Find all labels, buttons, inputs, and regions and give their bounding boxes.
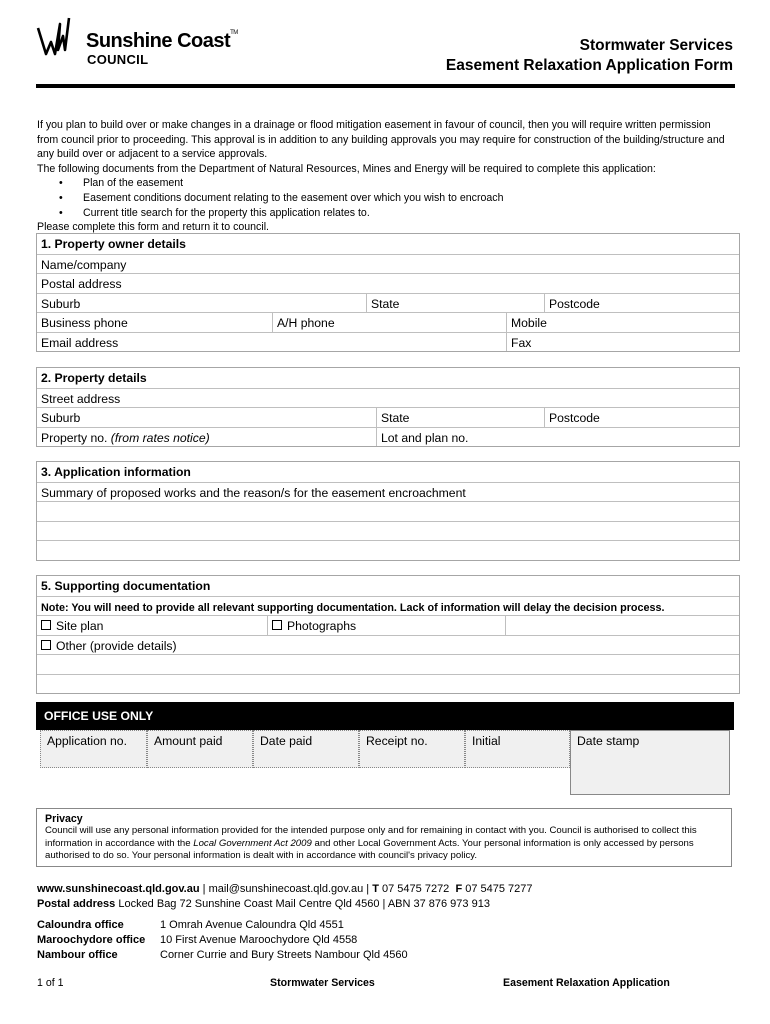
postcode-field[interactable]: Postcode [544,408,739,427]
title-line-2: Easement Relaxation Application Form [445,57,733,74]
property-number-field[interactable]: Property no. (from rates notice) [41,430,210,445]
fax-number: 07 5475 7277 [465,883,533,895]
abn: ABN 37 876 973 913 [387,898,490,910]
list-item: • Easement conditions document relating to the easement over which you wish to encroach [37,191,727,206]
initial-cell: Initial [465,730,570,768]
office-location: Maroochydore office 10 First Avenue Maroochydore Qld 4558 [37,934,358,946]
fax-field[interactable]: Fax [506,333,739,352]
section-heading: 5. Supporting documentation [41,579,211,593]
checkbox-icon[interactable] [41,620,51,630]
checkbox-icon[interactable] [272,620,282,630]
mobile-field[interactable]: Mobile [506,313,739,332]
office-location: Nambour office Corner Currie and Bury Streets Nambour Qld 4560 [37,949,408,961]
name-company-field[interactable]: Name/company [41,257,127,272]
summary-line[interactable] [37,522,739,541]
supporting-docs-note: Note: You will need to provide all relevant supporting documentation. Lack of information will delay the decision process. [41,601,665,614]
postal-line: Postal address Locked Bag 72 Sunshine Coast Mail Centre Qld 4560 | ABN 37 876 973 913 [37,898,490,910]
section-heading: 1. Property owner details [41,237,186,251]
receipt-no-cell: Receipt no. [359,730,465,768]
logo-sub-text: COUNCIL [87,52,149,67]
other-checkbox[interactable]: Other (provide details) [37,636,739,655]
intro-text [37,118,727,235]
office-use-header: OFFICE USE ONLY [36,702,734,730]
suburb-field[interactable]: Suburb [41,296,81,311]
website-link[interactable]: www.sunshinecoast.qld.gov.au [37,883,200,895]
section-heading: 3. Application information [41,465,191,479]
application-no-cell: Application no. [40,730,147,768]
section-heading: 2. Property details [41,371,147,385]
intro-paragraph: If you plan to build over or make changes in a drainage or flood mitigation easement in favour of council, then you will require written permission from council prior to proceeding. This approval is in addition to any building approvals you may require for construction of the building/structure and any build over or adjacent to a service approvals. [37,119,725,160]
street-address-field[interactable]: Street address [41,391,121,406]
section-property-details [36,367,740,447]
blank-cell[interactable] [505,616,739,635]
date-paid-cell: Date paid [253,730,359,768]
state-field[interactable]: State [376,408,544,427]
privacy-notice: Privacy Council will use any personal information provided for the intended purpose only and for remaining in contact with you. Council is authorised to collect this information in accordance with the Local Government Act 2009 and other Local Government Acts. Your personal information is only accessed by persons authorised to do so. Your personal information is dealt with in accordance with council's privacy policy. [36,808,732,867]
photographs-checkbox[interactable]: Photographs [267,616,505,635]
email-link[interactable]: mail@sunshinecoast.qld.gov.au [208,883,364,895]
office-locations [37,918,408,963]
section-supporting-docs [36,575,740,694]
office-location: Caloundra office 1 Omrah Avenue Caloundra Qld 4551 [37,919,344,931]
logo-main-text: Sunshine Coast™ [86,30,238,52]
other-details-line[interactable] [37,675,739,694]
summary-line[interactable] [37,541,739,560]
summary-line[interactable] [37,502,739,521]
state-field[interactable]: State [366,294,544,313]
postcode-field[interactable]: Postcode [544,294,739,313]
business-phone-field[interactable]: Business phone [41,316,128,330]
header-divider [36,84,735,88]
postal-address-field[interactable]: Postal address [41,277,122,291]
intro-documents-paragraph: The following documents from the Department of Natural Resources, Mines and Energy will be required to complete this application: [37,162,656,175]
phone-number: 07 5475 7272 [382,883,450,895]
checkbox-icon[interactable] [41,640,51,650]
privacy-heading: Privacy [45,813,83,825]
logo-mark-icon [36,14,84,66]
page-number: 1 of 1 [37,977,64,989]
footer-center: Stormwater Services [270,977,375,989]
list-item: • Current title search for the property this application relates to. [37,206,727,221]
list-item: • Plan of the easement [37,176,727,191]
amount-paid-cell: Amount paid [147,730,253,768]
ah-phone-field[interactable]: A/H phone [272,313,506,332]
summary-label: Summary of proposed works and the reason/s for the easement encroachment [41,485,466,500]
postal-address: Locked Bag 72 Sunshine Coast Mail Centre Qld 4560 [118,898,380,910]
lot-plan-field[interactable]: Lot and plan no. [376,428,739,447]
section-application-info [36,461,740,561]
page-title [446,36,733,76]
suburb-field[interactable]: Suburb [41,411,81,425]
footer-right: Easement Relaxation Application [503,977,670,989]
section-property-owner [36,233,740,352]
date-stamp-cell: Date stamp [570,730,730,795]
contact-line: www.sunshinecoast.qld.gov.au | mail@sunshinecoast.qld.gov.au | T 07 5475 7272 F 07 5475 7277 [37,883,533,895]
title-line-1: Stormwater Services [579,37,733,54]
email-address-field[interactable]: Email address [41,335,119,350]
site-plan-checkbox[interactable]: Site plan [37,616,267,635]
intro-instruction: Please complete this form and return it to council. [37,221,269,233]
other-details-line[interactable] [37,655,739,674]
required-documents-list [37,176,727,221]
council-logo [36,14,246,66]
